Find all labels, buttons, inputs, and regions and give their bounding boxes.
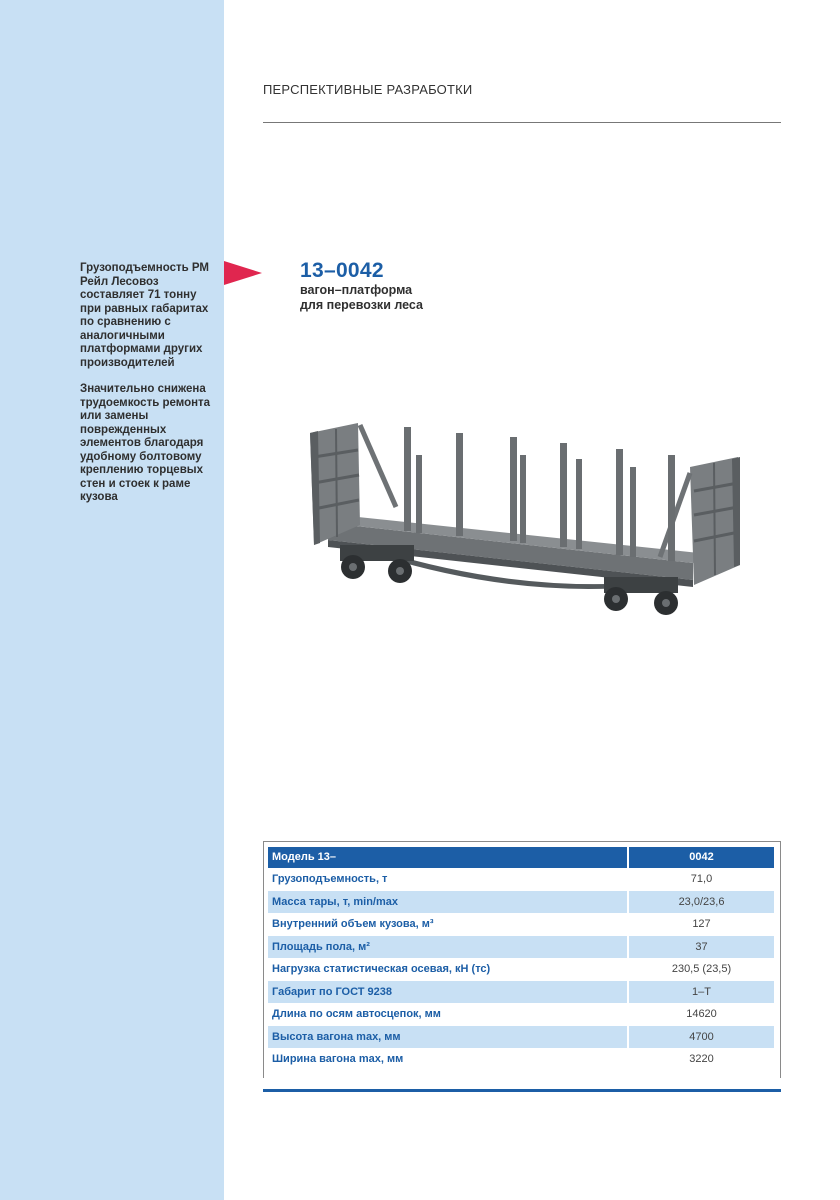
spec-value: 1–Т <box>628 981 774 1004</box>
spec-value: 230,5 (23,5) <box>628 958 774 981</box>
right-bogie <box>604 577 678 615</box>
spec-row <box>268 1003 774 1026</box>
spec-param: Масса тары, т, min/max <box>268 891 628 914</box>
spec-value: 71,0 <box>628 868 774 891</box>
model-code: 13–0042 <box>300 259 384 282</box>
sidebar-panel <box>0 0 224 1200</box>
spec-header-param: Модель 13– <box>268 847 628 868</box>
sidebar-notes <box>80 262 220 518</box>
spec-row <box>268 1048 774 1071</box>
spec-row <box>268 891 774 914</box>
spec-row <box>268 958 774 981</box>
sidebar-note-maintenance: Значительно снижена трудоемкость ремонта или замены поврежденных элементов благодаря удобному болтовому креплению торцевых стен и стоек к раме кузова <box>80 383 211 503</box>
spec-row <box>268 981 774 1004</box>
pointer-arrow-icon <box>224 261 262 285</box>
sidebar-note-capacity: Грузоподъемность РМ Рейл Лесовоз составляет 71 тонну при равных габаритах по сравнению с аналогичными платформами других производителей <box>80 262 209 369</box>
section-label: ПЕРСПЕКТИВНЫЕ РАЗРАБОТКИ <box>263 82 473 97</box>
left-bogie <box>340 545 414 583</box>
spec-param: Высота вагона max, мм <box>268 1026 628 1049</box>
spec-param: Внутренний объем кузова, м³ <box>268 913 628 936</box>
spec-param: Габарит по ГОСТ 9238 <box>268 981 628 1004</box>
spec-row <box>268 1026 774 1049</box>
spec-row <box>268 868 774 891</box>
spec-row <box>268 913 774 936</box>
spec-param: Нагрузка статистическая осевая, кН (тс) <box>268 958 628 981</box>
spec-param: Грузоподъемность, т <box>268 868 628 891</box>
model-description: вагон–платформа для перевозки леса <box>300 283 423 312</box>
spec-value: 3220 <box>628 1048 774 1071</box>
spec-param: Длина по осям автосцепок, мм <box>268 1003 628 1026</box>
spec-table-header <box>268 847 774 868</box>
spec-value: 4700 <box>628 1026 774 1049</box>
timber-wagon-image <box>298 395 758 635</box>
bottom-divider <box>263 1089 781 1092</box>
spec-table <box>268 847 774 1071</box>
spec-param: Ширина вагона max, мм <box>268 1048 628 1071</box>
spec-row <box>268 936 774 959</box>
spec-header-value: 0042 <box>628 847 774 868</box>
top-divider <box>263 122 781 123</box>
spec-value: 37 <box>628 936 774 959</box>
spec-param: Площадь пола, м² <box>268 936 628 959</box>
spec-value: 23,0/23,6 <box>628 891 774 914</box>
spec-value: 127 <box>628 913 774 936</box>
spec-value: 14620 <box>628 1003 774 1026</box>
